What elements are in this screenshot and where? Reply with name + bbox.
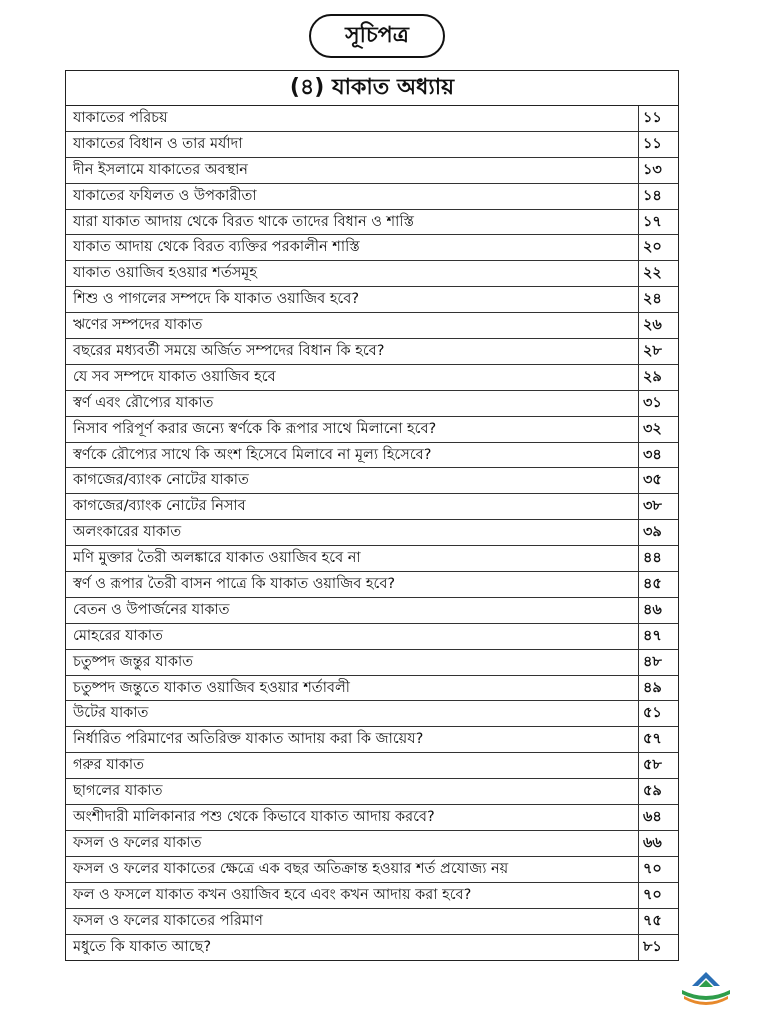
toc-row bbox=[66, 909, 678, 935]
toc-entry-title: ছাগলের যাকাত bbox=[73, 783, 163, 800]
toc-entry-page: ৪৭ bbox=[638, 624, 678, 649]
toc-row bbox=[66, 572, 678, 598]
toc-entry-page: ৭০ bbox=[638, 857, 678, 882]
toc-entry-page: ৩৫ bbox=[638, 468, 678, 493]
toc-entry-title: স্বর্ণ এবং রৌপ্যের যাকাত bbox=[73, 394, 214, 411]
toc-entry-title: অংশীদারী মালিকানার পশু থেকে কিভাবে যাকাত আদায় করবে? bbox=[73, 809, 435, 826]
toc-entry-page: ৪৬ bbox=[638, 598, 678, 623]
toc-row bbox=[66, 365, 678, 391]
toc-entry-page: ১১ bbox=[638, 106, 678, 131]
toc-entry-title: নিসাব পরিপূর্ণ করার জন্যে স্বর্ণকে কি রূপার সাথে মিলানো হবে? bbox=[73, 420, 437, 437]
toc-entry-page: ১৭ bbox=[638, 210, 678, 235]
toc-row bbox=[66, 701, 678, 727]
toc-row bbox=[66, 443, 678, 469]
toc-entry-page: ১৩ bbox=[638, 158, 678, 183]
toc-row bbox=[66, 391, 678, 417]
toc-entry-page: ৩৪ bbox=[638, 443, 678, 468]
toc-row bbox=[66, 753, 678, 779]
toc-entry-title: স্বর্ণকে রৌপ্যের সাথে কি অংশ হিসেবে মিলাবে না মূল্য হিসেবে? bbox=[73, 446, 432, 463]
toc-entry-title: ফসল ও ফলের যাকাত bbox=[73, 834, 202, 851]
table-of-contents bbox=[65, 70, 679, 961]
toc-rows bbox=[66, 106, 678, 960]
toc-entry-title: নির্ধারিত পরিমাণের অতিরিক্ত যাকাত আদায় করা কি জায়েয? bbox=[73, 731, 424, 748]
toc-entry-page: ২৬ bbox=[638, 313, 678, 338]
toc-entry-title: যাকাত ওয়াজিব হওয়ার শর্তসমূহ bbox=[73, 265, 257, 282]
toc-row bbox=[66, 494, 678, 520]
toc-entry-title: যাকাতের পরিচয় bbox=[73, 110, 168, 126]
toc-entry-title: ঋণের সম্পদের যাকাত bbox=[73, 317, 203, 334]
toc-entry-page: ১৪ bbox=[638, 184, 678, 209]
toc-entry-title: যাকাত আদায় থেকে বিরত ব্যক্তির পরকালীন শাস্তি bbox=[73, 239, 360, 256]
toc-row bbox=[66, 779, 678, 805]
toc-entry-page: ৩৮ bbox=[638, 494, 678, 519]
toc-entry-title: কাগজের/ব্যাংক নোটের যাকাত bbox=[73, 472, 249, 489]
toc-entry-title: অলংকারের যাকাত bbox=[73, 524, 182, 541]
toc-entry-page: ৭৫ bbox=[638, 909, 678, 934]
toc-row bbox=[66, 857, 678, 883]
toc-entry-page: ৫৮ bbox=[638, 753, 678, 778]
chapter-heading bbox=[66, 71, 678, 106]
toc-entry-page: ২৪ bbox=[638, 287, 678, 312]
toc-entry-page: ১১ bbox=[638, 132, 678, 157]
toc-entry-title: উটের যাকাত bbox=[73, 705, 149, 722]
toc-entry-page: ৫১ bbox=[638, 701, 678, 726]
toc-row bbox=[66, 831, 678, 857]
toc-entry-title: যে সব সম্পদে যাকাত ওয়াজিব হবে bbox=[73, 368, 276, 385]
toc-row bbox=[66, 158, 678, 184]
toc-entry-page: ৬৪ bbox=[638, 805, 678, 830]
toc-entry-title: ফসল ও ফলের যাকাতের পরিমাণ bbox=[73, 912, 263, 929]
toc-entry-page: ৬৬ bbox=[638, 831, 678, 856]
chapter-heading-text: (৪) যাকাত অধ্যায় bbox=[289, 74, 455, 100]
toc-row bbox=[66, 546, 678, 572]
toc-entry-page: ২০ bbox=[638, 235, 678, 260]
toc-row bbox=[66, 727, 678, 753]
toc-row bbox=[66, 235, 678, 261]
toc-row bbox=[66, 261, 678, 287]
toc-row bbox=[66, 676, 678, 702]
toc-entry-page: ৩৯ bbox=[638, 520, 678, 545]
toc-entry-page: ৪৫ bbox=[638, 572, 678, 597]
toc-entry-page: ২২ bbox=[638, 261, 678, 286]
toc-entry-title: কাগজের/ব্যাংক নোটের নিসাব bbox=[73, 498, 246, 515]
toc-entry-page: ৪৮ bbox=[638, 650, 678, 675]
toc-row bbox=[66, 935, 678, 961]
toc-row bbox=[66, 520, 678, 546]
toc-row bbox=[66, 313, 678, 339]
toc-entry-title: বছরের মধ্যবর্তী সময়ে অর্জিত সম্পদের বিধান কি হবে? bbox=[73, 343, 385, 360]
toc-entry-title: মণি মুক্তার তৈরী অলঙ্কারে যাকাত ওয়াজিব হবে না bbox=[73, 550, 361, 567]
toc-entry-title: যারা যাকাত আদায় থেকে বিরত থাকে তাদের বিধান ও শাস্তি bbox=[73, 213, 414, 230]
toc-entry-title: স্বর্ণ ও রূপার তৈরী বাসন পাত্রে কি যাকাত ওয়াজিব হবে? bbox=[73, 576, 396, 593]
toc-row bbox=[66, 883, 678, 909]
toc-entry-title: যাকাতের ফযিলত ও উপকারীতা bbox=[73, 187, 257, 204]
toc-row bbox=[66, 805, 678, 831]
toc-entry-title: শিশু ও পাগলের সম্পদে কি যাকাত ওয়াজিব হবে? bbox=[73, 291, 360, 308]
toc-entry-title: যাকাতের বিধান ও তার মর্যাদা bbox=[73, 135, 243, 152]
toc-row bbox=[66, 624, 678, 650]
toc-entry-page: ৫৭ bbox=[638, 727, 678, 752]
toc-entry-page: ৪৯ bbox=[638, 676, 678, 701]
toc-row bbox=[66, 287, 678, 313]
toc-row bbox=[66, 106, 678, 132]
toc-entry-title: ফসল ও ফলের যাকাতের ক্ষেত্রে এক বছর অতিক্রান্ত হওয়ার শর্ত প্রযোজ্য নয় bbox=[73, 860, 509, 877]
toc-entry-title: মধুতে কি যাকাত আছে? bbox=[73, 938, 212, 955]
page-title-text: সূচিপত্র bbox=[345, 22, 409, 48]
toc-entry-page: ৩১ bbox=[638, 391, 678, 416]
toc-row bbox=[66, 650, 678, 676]
toc-row bbox=[66, 210, 678, 236]
toc-entry-page: ৫৯ bbox=[638, 779, 678, 804]
toc-entry-title: চতুষ্পদ জন্তুতে যাকাত ওয়াজিব হওয়ার শর্তাবলী bbox=[73, 679, 350, 696]
toc-entry-page: ৮১ bbox=[638, 935, 678, 961]
toc-row bbox=[66, 468, 678, 494]
toc-entry-page: ৩২ bbox=[638, 417, 678, 442]
toc-row bbox=[66, 132, 678, 158]
book-logo-icon bbox=[676, 968, 736, 1010]
toc-row bbox=[66, 184, 678, 210]
toc-row bbox=[66, 417, 678, 443]
toc-entry-page: ৭০ bbox=[638, 883, 678, 908]
toc-entry-title: গরুর যাকাত bbox=[73, 757, 144, 774]
toc-entry-title: দীন ইসলামে যাকাতের অবস্থান bbox=[73, 161, 248, 178]
toc-entry-title: মোহরের যাকাত bbox=[73, 627, 163, 644]
toc-entry-title: বেতন ও উপার্জনের যাকাত bbox=[73, 601, 230, 618]
toc-row bbox=[66, 339, 678, 365]
toc-entry-title: ফল ও ফসলে যাকাত কখন ওয়াজিব হবে এবং কখন আদায় করা হবে? bbox=[73, 886, 472, 903]
page-title bbox=[309, 14, 445, 58]
toc-entry-title: চতুষ্পদ জন্তুর যাকাত bbox=[73, 653, 194, 670]
toc-entry-page: ২৮ bbox=[638, 339, 678, 364]
toc-row bbox=[66, 598, 678, 624]
toc-entry-page: ২৯ bbox=[638, 365, 678, 390]
toc-entry-page: ৪৪ bbox=[638, 546, 678, 571]
